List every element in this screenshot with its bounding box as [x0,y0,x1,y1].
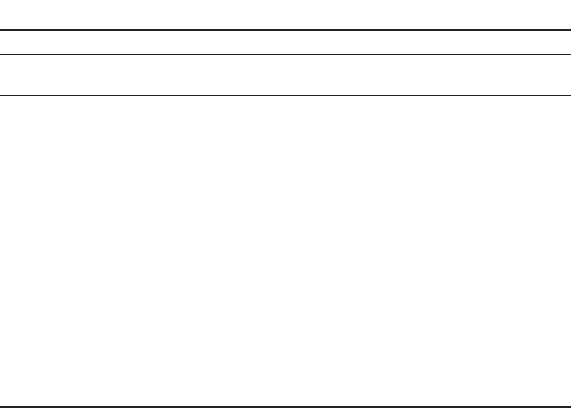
group-rule [0,54,571,55]
top-rule [0,29,571,31]
header-rule [0,95,571,96]
bottom-rule [0,406,571,408]
